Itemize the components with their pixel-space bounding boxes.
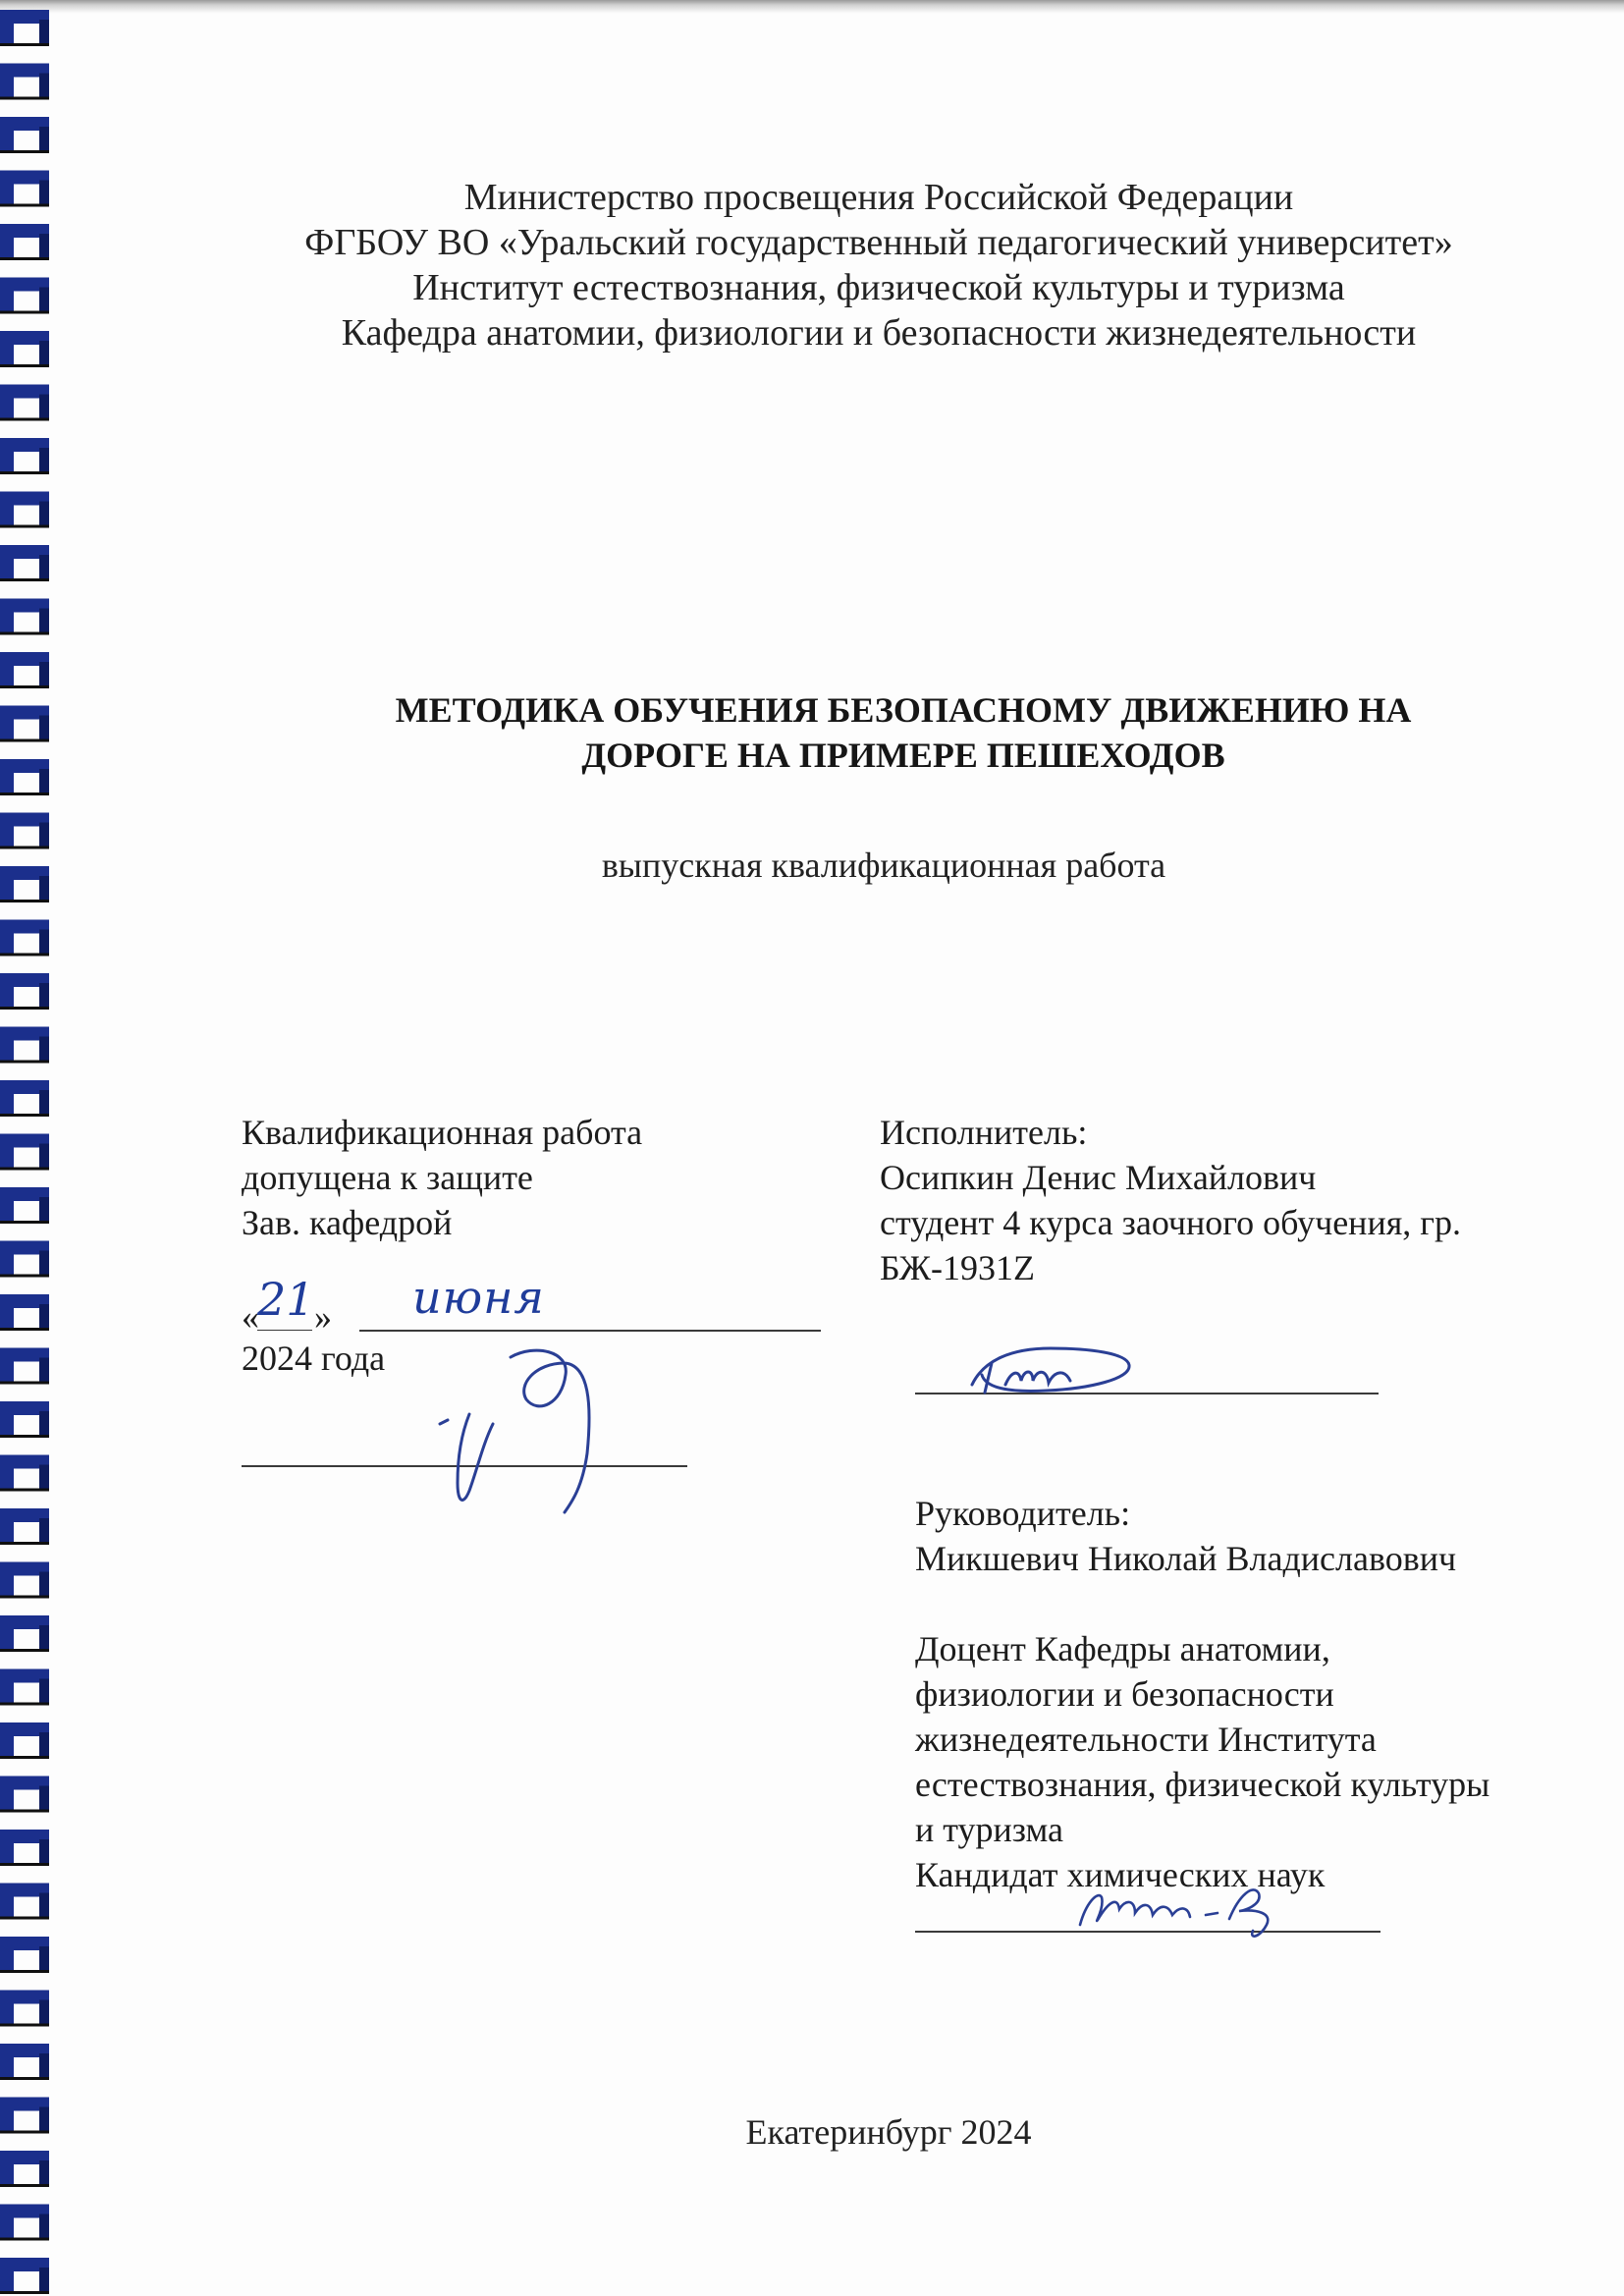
quote-open: «: [242, 1297, 259, 1337]
title-line-1: МЕТОДИКА ОБУЧЕНИЯ БЕЗОПАСНОМУ ДВИЖЕНИЮ НА: [395, 690, 1412, 730]
approval-line-2: допущена к защите: [242, 1158, 533, 1197]
supervisor-position-line: Доцент Кафедры анатомии,: [915, 1629, 1330, 1668]
supervisor-position-line: жизнедеятельности Института: [915, 1720, 1377, 1759]
head-of-department-signature: [440, 1350, 589, 1512]
supervisor-position-line: физиологии и безопасности: [915, 1674, 1334, 1714]
author-name: Осипкин Денис Михайлович: [880, 1158, 1317, 1197]
supervisor-position-line: и туризма: [915, 1810, 1064, 1849]
supervisor-name: Микшевич Николай Владиславович: [915, 1539, 1457, 1578]
ministry-line: Министерство просвещения Российской Федерации: [463, 177, 1294, 218]
approval-line-3: Зав. кафедрой: [242, 1203, 453, 1242]
author-signature: [972, 1348, 1129, 1393]
department-line: Кафедра анатомии, физиологии и безопасности жизнедеятельности: [341, 312, 1417, 354]
quote-close: »: [314, 1297, 332, 1337]
institute-line: Институт естествознания, физической культуры и туризма: [412, 267, 1345, 308]
work-type: выпускная квалификационная работа: [601, 846, 1166, 885]
author-label: Исполнитель:: [880, 1113, 1088, 1152]
supervisor-position-line: естествознания, физической культуры: [915, 1765, 1490, 1804]
handwritten-month: июня: [412, 1271, 545, 1324]
approval-line-1: Квалификационная работа: [242, 1113, 643, 1152]
supervisor-signature: [1080, 1889, 1268, 1936]
university-line: ФГБОУ ВО «Уральский государственный педагогический университет»: [304, 222, 1453, 263]
author-info-line-1: студент 4 курса заочного обучения, гр.: [880, 1203, 1462, 1242]
title-line-2: ДОРОГЕ НА ПРИМЕРЕ ПЕШЕХОДОВ: [581, 736, 1225, 775]
supervisor-degree: Кандидат химических наук: [915, 1855, 1326, 1894]
city-year: Екатеринбург 2024: [745, 2112, 1032, 2152]
author-info-line-2: БЖ-1931Z: [880, 1248, 1036, 1287]
handwritten-day: 21: [257, 1273, 315, 1326]
approval-year: 2024 года: [242, 1339, 386, 1378]
supervisor-label: Руководитель:: [915, 1494, 1131, 1533]
